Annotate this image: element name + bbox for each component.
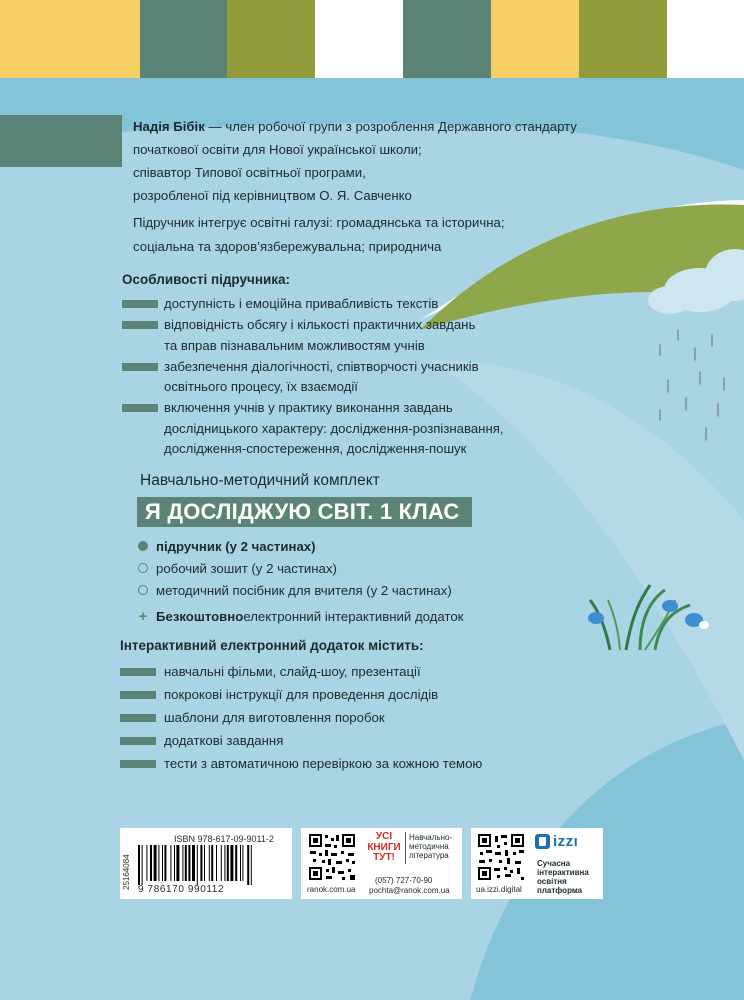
circle-icon <box>138 563 148 573</box>
integrates-line: Підручник інтегрує освітні галузі: громадянська та історична; <box>133 215 505 230</box>
text-line: відповідність обсягу і кількості практичних завдань <box>164 317 476 332</box>
list-item-text: шаблони для виготовлення поробок <box>164 710 385 725</box>
barcode-bar <box>247 845 249 885</box>
bullet-bar-icon <box>120 760 156 768</box>
interactive-title: Інтерактивний електронний додаток містить: <box>120 638 424 653</box>
text-line: доступність і емоційна привабливість текстів <box>164 296 439 311</box>
list-item-text: навчальні фільми, слайд-шоу, презентації <box>164 664 421 679</box>
author-line <box>133 115 713 138</box>
barcode-bar <box>138 845 140 885</box>
barcode-bar <box>251 845 252 885</box>
tagline-line: Сучасна <box>537 859 571 868</box>
barcode-bar <box>142 845 143 885</box>
kit-banner: Я ДОСЛІДЖУЮ СВІТ. 1 КЛАС <box>137 497 472 527</box>
list-item-text <box>164 398 504 460</box>
list-item-text: покрокові інструкції для проведення дослідів <box>164 687 439 702</box>
sale-badge <box>365 832 403 864</box>
barcode-bar <box>240 845 241 881</box>
publisher-phone: (057) 727-70-90 <box>375 876 433 885</box>
stripe <box>227 0 315 78</box>
interactive-list <box>120 660 590 775</box>
kit-list <box>138 535 463 627</box>
stripe <box>579 0 667 78</box>
tagline-line: платформа <box>537 886 583 895</box>
barcode-bar <box>200 845 202 881</box>
text-line: включення учнів у практику виконання завдань <box>164 400 453 415</box>
bullet-bar-icon <box>122 300 158 308</box>
text-line: дослідницького характеру: дослідження-розпізнавання, <box>164 420 504 436</box>
izzi-tagline <box>537 859 589 895</box>
badge-line: ТУТ! <box>373 852 395 863</box>
barcode-bar <box>162 845 163 881</box>
author-line: початкової освіти для Нової української школи; <box>133 142 422 157</box>
list-item-text <box>164 357 479 398</box>
barcode-bar <box>227 845 229 881</box>
stripe <box>403 0 491 78</box>
brand-line: Навчально- <box>409 833 453 842</box>
list-item-text: додаткові завдання <box>164 733 284 748</box>
barcode-bar <box>221 845 222 881</box>
author-line: розробленої під керівництвом О. Я. Савченко <box>133 188 412 203</box>
integrates-line: соціальна та здоров’язбережувальна; природнича <box>133 239 442 254</box>
bullet-bar-icon <box>120 714 156 722</box>
list-item <box>138 579 463 601</box>
list-item <box>122 294 592 315</box>
barcode-bar <box>188 845 190 881</box>
divider <box>405 832 406 864</box>
list-item <box>138 557 463 579</box>
barcode-bar <box>182 845 183 881</box>
qr-code-icon <box>477 833 525 881</box>
bullet-bar-icon <box>120 737 156 745</box>
text-line: забезпечення діалогічності, співтворчості учасників <box>164 358 479 374</box>
text-line: освітнього процесу, їх взаємодії <box>164 379 358 394</box>
stripe <box>315 0 403 78</box>
list-item <box>120 660 590 683</box>
list-item <box>120 752 590 775</box>
barcode-bar <box>216 845 217 881</box>
author-name: Надія Бібік <box>133 119 205 134</box>
bullet-bar-icon <box>122 363 158 371</box>
badge-line: КНИГИ <box>367 841 401 853</box>
top-color-stripes <box>0 0 744 78</box>
tagline-line: інтерактивна <box>537 868 589 877</box>
publisher-site: ranok.com.ua <box>307 885 356 894</box>
list-item-text <box>164 315 475 356</box>
author-text: — член робочої групи з розроблення Державного стандарту <box>204 119 577 134</box>
barcode-digits: 9 786170 990112 <box>138 884 225 895</box>
list-item <box>138 535 463 557</box>
author-info <box>133 115 713 207</box>
izzi-panel <box>471 828 603 899</box>
barcode-bar <box>150 845 152 881</box>
barcode-bar <box>146 845 147 881</box>
publisher-brand <box>409 833 452 860</box>
integrates-text <box>133 211 673 259</box>
list-item <box>122 398 592 460</box>
barcode-bar <box>204 845 205 881</box>
izzi-logo-icon <box>535 834 550 849</box>
izzi-logo-text: izzı <box>553 833 579 850</box>
author-line: співавтор Типової освітньої програми, <box>133 165 366 180</box>
list-item-text <box>164 294 438 315</box>
barcode-bar <box>192 845 195 881</box>
list-item <box>138 605 463 627</box>
plus-icon: + <box>138 607 148 625</box>
barcode-bar <box>164 845 166 881</box>
barcode-side-code: 25164084 <box>122 854 131 890</box>
stripe <box>491 0 579 78</box>
kit-title: Навчально-методичний комплект <box>140 472 380 489</box>
barcode-bar <box>158 845 159 881</box>
barcode-bar <box>176 845 179 881</box>
publisher-panel <box>301 828 462 899</box>
bullet-bar-icon <box>122 321 158 329</box>
isbn-text: ISBN 978-617-09-9011-2 <box>174 834 274 844</box>
list-item-text: тести з автоматичною перевіркою за кожною темою <box>164 756 483 771</box>
text-line: та вправ пізнавальним можливостям учнів <box>164 337 425 353</box>
barcode-bar <box>170 845 171 881</box>
barcode-bar <box>185 845 187 881</box>
brand-line: методична <box>409 842 449 851</box>
list-item <box>122 315 592 356</box>
free-label: Безкоштовно <box>156 608 244 624</box>
stripe <box>667 0 744 78</box>
text-line: дослідження-спостереження, дослідження-пошук <box>164 441 467 456</box>
barcode-image <box>136 845 284 885</box>
barcode-bar <box>154 845 157 881</box>
bullet-bar-icon <box>120 691 156 699</box>
list-item <box>122 357 592 398</box>
izzi-site: ua.izzi.digital <box>476 885 522 894</box>
circle-icon <box>138 585 148 595</box>
barcode-bar <box>174 845 175 881</box>
features-list <box>122 294 592 460</box>
barcode-bar <box>224 845 225 881</box>
stripe <box>140 0 227 78</box>
kit-item-label: робочий зошит (у 2 частинах) <box>156 560 337 576</box>
kit-item-label: підручник (у 2 частинах) <box>156 538 316 554</box>
barcode-bar <box>197 845 198 885</box>
kit-item-label: методичний посібник для вчителя (у 2 частинах) <box>156 582 452 598</box>
list-item <box>120 729 590 752</box>
bullet-bar-icon <box>122 404 158 412</box>
brand-line: література <box>409 851 449 860</box>
side-accent-block <box>0 115 122 167</box>
barcode-bar <box>242 845 243 881</box>
stripe <box>0 0 140 78</box>
features-title: Особливості підручника: <box>122 272 291 287</box>
barcode-bar <box>209 845 210 881</box>
list-item <box>120 683 590 706</box>
list-item <box>120 706 590 729</box>
qr-code-icon <box>308 833 356 881</box>
barcode-panel <box>120 828 292 899</box>
filled-circle-icon <box>138 541 148 551</box>
barcode-bar <box>211 845 213 881</box>
barcode-bar <box>235 845 237 881</box>
tagline-line: освітня <box>537 877 567 886</box>
bullet-bar-icon <box>120 668 156 676</box>
publisher-email: pochta@ranok.com.ua <box>369 886 450 895</box>
badge-line: УСІ <box>375 831 393 842</box>
barcode-bar <box>230 845 233 881</box>
izzi-logo <box>535 833 578 850</box>
free-text: електронний інтерактивний додаток <box>243 608 464 624</box>
